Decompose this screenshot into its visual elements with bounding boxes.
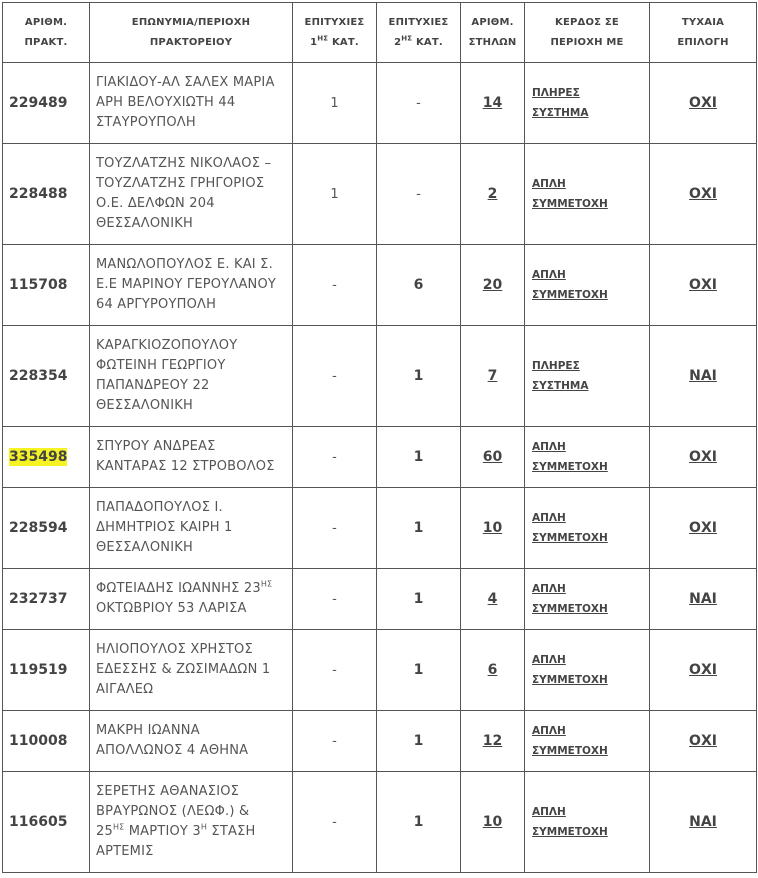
- table-row: [3, 144, 757, 245]
- second-category-wins: 1: [377, 772, 461, 873]
- agency-name: ΠΑΠΑΔΟΠΟΥΛΟΣ Ι. ΔΗΜΗΤΡΙΟΣ ΚΑΙΡΗ 1 ΘΕΣΣΑΛΟΝΙΚΗ: [90, 488, 293, 569]
- header-columns: ΑΡΙΘΜ. ΣΤΗΛΩΝ: [461, 3, 525, 63]
- gain-link[interactable]: ΑΠΛΗ ΣΥΜΜΕΤΟΧΗ: [525, 630, 650, 711]
- gain-link[interactable]: ΠΛΗΡΕΣ ΣΥΣΤΗΜΑ: [525, 326, 650, 427]
- agency-name: ΓΙΑΚΙΔΟΥ-ΑΛ ΣΑΛΕΧ ΜΑΡΙΑ ΑΡΗ ΒΕΛΟΥΧΙΩΤΗ 44 ΣΤΑΥΡΟΥΠΟΛΗ: [90, 63, 293, 144]
- random-selection-link[interactable]: ΝΑΙ: [650, 326, 757, 427]
- first-category-wins: -: [293, 245, 377, 326]
- first-category-wins: 1: [293, 144, 377, 245]
- agency-code: 110008: [3, 711, 90, 772]
- first-category-wins: -: [293, 772, 377, 873]
- header-code: ΑΡΙΘΜ. ΠΡΑΚΤ.: [3, 3, 90, 63]
- columns-link[interactable]: 60: [461, 427, 525, 488]
- columns-link[interactable]: 10: [461, 772, 525, 873]
- table-row: [3, 630, 757, 711]
- second-category-wins: -: [377, 144, 461, 245]
- random-selection-link[interactable]: ΟΧΙ: [650, 63, 757, 144]
- random-selection-link[interactable]: ΝΑΙ: [650, 772, 757, 873]
- agency-code: 228594: [3, 488, 90, 569]
- second-category-wins: 1: [377, 711, 461, 772]
- gain-link[interactable]: ΑΠΛΗ ΣΥΜΜΕΤΟΧΗ: [525, 245, 650, 326]
- gain-link[interactable]: ΑΠΛΗ ΣΥΜΜΕΤΟΧΗ: [525, 144, 650, 245]
- gain-link[interactable]: ΠΛΗΡΕΣ ΣΥΣΤΗΜΑ: [525, 63, 650, 144]
- second-category-wins: -: [377, 63, 461, 144]
- table-row: [3, 326, 757, 427]
- header-row: [3, 3, 757, 63]
- header-random: ΤΥΧΑΙΑ ΕΠΙΛΟΓΗ: [650, 3, 757, 63]
- columns-link[interactable]: 4: [461, 569, 525, 630]
- random-selection-link[interactable]: ΝΑΙ: [650, 569, 757, 630]
- header-first-category: ΕΠΙΤΥΧΙΕΣ $1^{H\Sigma}$ ΚΑΤ.: [293, 3, 377, 63]
- columns-link[interactable]: 6: [461, 630, 525, 711]
- first-category-wins: -: [293, 326, 377, 427]
- random-selection-link[interactable]: ΟΧΙ: [650, 427, 757, 488]
- agency-name: ΦΩΤΕΙΑΔΗΣ ΙΩΑΝΝΗΣ $23^{H\Sigma}$ ΟΚΤΩΒΡΙΟΥ 53 ΛΑΡΙΣΑ: [90, 569, 293, 630]
- random-selection-link[interactable]: ΟΧΙ: [650, 245, 757, 326]
- table-row: [3, 569, 757, 630]
- first-category-wins: -: [293, 711, 377, 772]
- table-row: [3, 427, 757, 488]
- first-category-wins: -: [293, 630, 377, 711]
- first-category-wins: 1: [293, 63, 377, 144]
- columns-link[interactable]: 2: [461, 144, 525, 245]
- agency-code: 229489: [3, 63, 90, 144]
- table-row: [3, 772, 757, 873]
- columns-link[interactable]: 14: [461, 63, 525, 144]
- agency-code: 232737: [3, 569, 90, 630]
- gain-link[interactable]: ΑΠΛΗ ΣΥΜΜΕΤΟΧΗ: [525, 711, 650, 772]
- random-selection-link[interactable]: ΟΧΙ: [650, 630, 757, 711]
- random-selection-link[interactable]: ΟΧΙ: [650, 711, 757, 772]
- table-row: [3, 711, 757, 772]
- agency-code: 228354: [3, 326, 90, 427]
- second-category-wins: 1: [377, 630, 461, 711]
- agency-name: ΣΕΡΕΤΗΣ ΑΘΑΝΑΣΙΟΣ ΒΡΑΥΡΩΝΟΣ (ΛΕΩΦ.) & $25^{H\Sigma}$ ΜΑΡΤΙΟΥ $3^H$ ΣΤΑΣΗ ΑΡΤΕΜΙΣ: [90, 772, 293, 873]
- header-name: ΕΠΩΝΥΜΙΑ/ΠΕΡΙΟΧΗ ΠΡΑΚΤΟΡΕΙΟΥ: [90, 3, 293, 63]
- table-row: [3, 488, 757, 569]
- random-selection-link[interactable]: ΟΧΙ: [650, 488, 757, 569]
- agency-code: 119519: [3, 630, 90, 711]
- gain-link[interactable]: ΑΠΛΗ ΣΥΜΜΕΤΟΧΗ: [525, 772, 650, 873]
- agency-code: 228488: [3, 144, 90, 245]
- agency-name: ΜΑΚΡΗ ΙΩΑΝΝΑ ΑΠΟΛΛΩΝΟΣ 4 ΑΘΗΝΑ: [90, 711, 293, 772]
- second-category-wins: 1: [377, 569, 461, 630]
- agency-name: ΚΑΡΑΓΚΙΟΖΟΠΟΥΛΟΥ ΦΩΤΕΙΝΗ ΓΕΩΡΓΙΟΥ ΠΑΠΑΝΔΡΕΟΥ 22 ΘΕΣΣΑΛΟΝΙΚΗ: [90, 326, 293, 427]
- gain-link[interactable]: ΑΠΛΗ ΣΥΜΜΕΤΟΧΗ: [525, 488, 650, 569]
- header-gain: ΚΕΡΔΟΣ ΣΕ ΠΕΡΙΟΧΗ ΜΕ: [525, 3, 650, 63]
- agency-code-highlighted: 335498: [3, 427, 90, 488]
- columns-link[interactable]: 12: [461, 711, 525, 772]
- columns-link[interactable]: 7: [461, 326, 525, 427]
- header-second-category: ΕΠΙΤΥΧΙΕΣ $2^{H\Sigma}$ ΚΑΤ.: [377, 3, 461, 63]
- first-category-wins: -: [293, 569, 377, 630]
- agency-name: ΤΟΥΖΛΑΤΖΗΣ ΝΙΚΟΛΑΟΣ – ΤΟΥΖΛΑΤΖΗΣ ΓΡΗΓΟΡΙΟΣ Ο.Ε. ΔΕΛΦΩΝ 204 ΘΕΣΣΑΛΟΝΙΚΗ: [90, 144, 293, 245]
- agency-name: ΣΠΥΡΟΥ ΑΝΔΡΕΑΣ ΚΑΝΤΑΡΑΣ 12 ΣΤΡΟΒΟΛΟΣ: [90, 427, 293, 488]
- table-row: [3, 245, 757, 326]
- agency-name: ΜΑΝΩΛΟΠΟΥΛΟΣ Ε. ΚΑΙ Σ. Ε.Ε ΜΑΡΙΝΟΥ ΓΕΡΟΥΛΑΝΟΥ 64 ΑΡΓΥΡΟΥΠΟΛΗ: [90, 245, 293, 326]
- second-category-wins: 1: [377, 427, 461, 488]
- random-selection-link[interactable]: ΟΧΙ: [650, 144, 757, 245]
- second-category-wins: 6: [377, 245, 461, 326]
- gain-link[interactable]: ΑΠΛΗ ΣΥΜΜΕΤΟΧΗ: [525, 427, 650, 488]
- first-category-wins: -: [293, 488, 377, 569]
- second-category-wins: 1: [377, 326, 461, 427]
- agency-name: ΗΛΙΟΠΟΥΛΟΣ ΧΡΗΣΤΟΣ ΕΔΕΣΣΗΣ & ΖΩΣΙΜΑΔΩΝ 1 ΑΙΓΑΛΕΩ: [90, 630, 293, 711]
- columns-link[interactable]: 10: [461, 488, 525, 569]
- agency-code: 116605: [3, 772, 90, 873]
- second-category-wins: 1: [377, 488, 461, 569]
- agencies-table: [2, 2, 757, 873]
- first-category-wins: -: [293, 427, 377, 488]
- columns-link[interactable]: 20: [461, 245, 525, 326]
- agency-code: 115708: [3, 245, 90, 326]
- gain-link[interactable]: ΑΠΛΗ ΣΥΜΜΕΤΟΧΗ: [525, 569, 650, 630]
- table-row: [3, 63, 757, 144]
